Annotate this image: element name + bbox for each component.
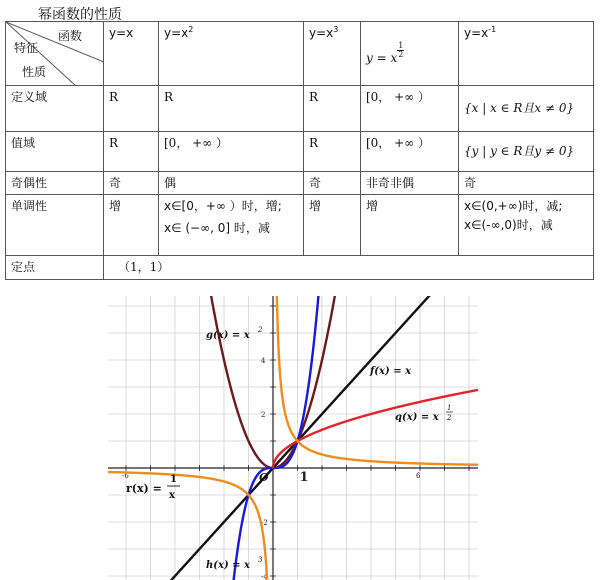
cell: 奇 <box>459 172 594 195</box>
cell: （1，1） <box>104 256 594 280</box>
row-range <box>6 132 594 172</box>
cell-line: x∈(0,+∞)时，减; <box>464 199 563 214</box>
cell: 增 <box>104 195 159 256</box>
label-f-x: f(x) = x <box>370 366 412 377</box>
cell: 增 <box>304 195 361 256</box>
label-g-exponent: 2 <box>258 326 263 334</box>
corner-label-property: 性质 <box>22 65 47 79</box>
row-monotonicity <box>6 195 594 256</box>
axes <box>108 296 478 580</box>
label-q-sqrt: q(x) = x <box>395 412 439 423</box>
row-label: 单调性 <box>6 195 104 256</box>
cell: 奇 <box>104 172 159 195</box>
cell: R <box>104 86 159 132</box>
cell <box>159 195 304 256</box>
power-function-properties-table <box>5 21 594 280</box>
y-tick-label: 4 <box>261 357 266 365</box>
corner-label-feature: 特征 <box>14 41 39 55</box>
label-g-x2: g(x) = x <box>206 330 250 341</box>
y-tick-label: 2 <box>261 411 266 419</box>
power-functions-graph <box>108 296 478 580</box>
page-title: 幂函数的性质 <box>38 7 122 23</box>
table-header-row <box>6 22 594 86</box>
cell: 非奇非偶 <box>361 172 459 195</box>
label-h-x3: h(x) = x <box>206 560 250 571</box>
cell: 奇 <box>304 172 361 195</box>
row-label: 定义域 <box>6 86 104 132</box>
x-tick-label: 1 <box>299 470 309 485</box>
cell: 偶 <box>159 172 304 195</box>
header-y-x3: $y=x^3$ <box>304 22 361 86</box>
y-tick-label: -2 <box>261 519 268 527</box>
row-label: 定点 <box>6 256 104 280</box>
cell-line: x∈[0，+∞ ）时，增; <box>164 199 282 214</box>
cell-line: x∈ (−∞, 0] 时，减 <box>164 221 270 236</box>
cell: 增 <box>361 195 459 256</box>
cell: {x | x ∈ R且x ≠ 0} <box>459 86 594 132</box>
corner-label-function: 函数 <box>58 29 83 43</box>
cell: R <box>104 132 159 172</box>
cell-line: x∈(-∞,0)时，减 <box>464 218 553 233</box>
x-tick-label: -6 <box>122 472 129 480</box>
cell: R <box>304 86 361 132</box>
header-y-x: y=x <box>104 22 159 86</box>
corner-header-cell <box>6 22 104 86</box>
label-r-reciprocal: r(x) = <box>126 482 162 495</box>
curves <box>108 296 478 580</box>
cell: [0， +∞ ） <box>361 132 459 172</box>
row-label: 值域 <box>6 132 104 172</box>
row-fixed-point <box>6 256 594 280</box>
header-y-x2: $y=x^2$ <box>159 22 304 86</box>
curve-1x-positive <box>274 296 478 465</box>
curve-x <box>108 296 478 580</box>
cell: R <box>159 86 304 132</box>
origin-label: O <box>259 471 269 484</box>
row-label: 奇偶性 <box>6 172 104 195</box>
cell: [0， +∞ ） <box>361 86 459 132</box>
y-tick-label: -4 <box>261 573 268 580</box>
cell: R <box>304 132 361 172</box>
cell <box>459 195 594 256</box>
label-q-exponent-num: 1 <box>447 404 452 412</box>
label-h-exponent: 3 <box>258 556 263 564</box>
label-r-numerator: 1 <box>170 474 177 485</box>
x-tick-label: 6 <box>416 472 421 480</box>
row-domain <box>6 86 594 132</box>
label-q-exponent-den: 2 <box>447 414 452 422</box>
cell: [0， +∞ ） <box>159 132 304 172</box>
exponent-fraction: $\frac{1}{2}$ <box>398 40 404 59</box>
header-y-reciprocal: $y=x^{-1}$ <box>459 22 594 86</box>
label-r-denominator: x <box>169 490 175 501</box>
header-y-sqrt: y = x $\frac{1}{2}$ <box>361 22 459 86</box>
grid <box>108 296 478 580</box>
row-parity <box>6 172 594 195</box>
cell: {y | y ∈ R且y ≠ 0} <box>459 132 594 172</box>
